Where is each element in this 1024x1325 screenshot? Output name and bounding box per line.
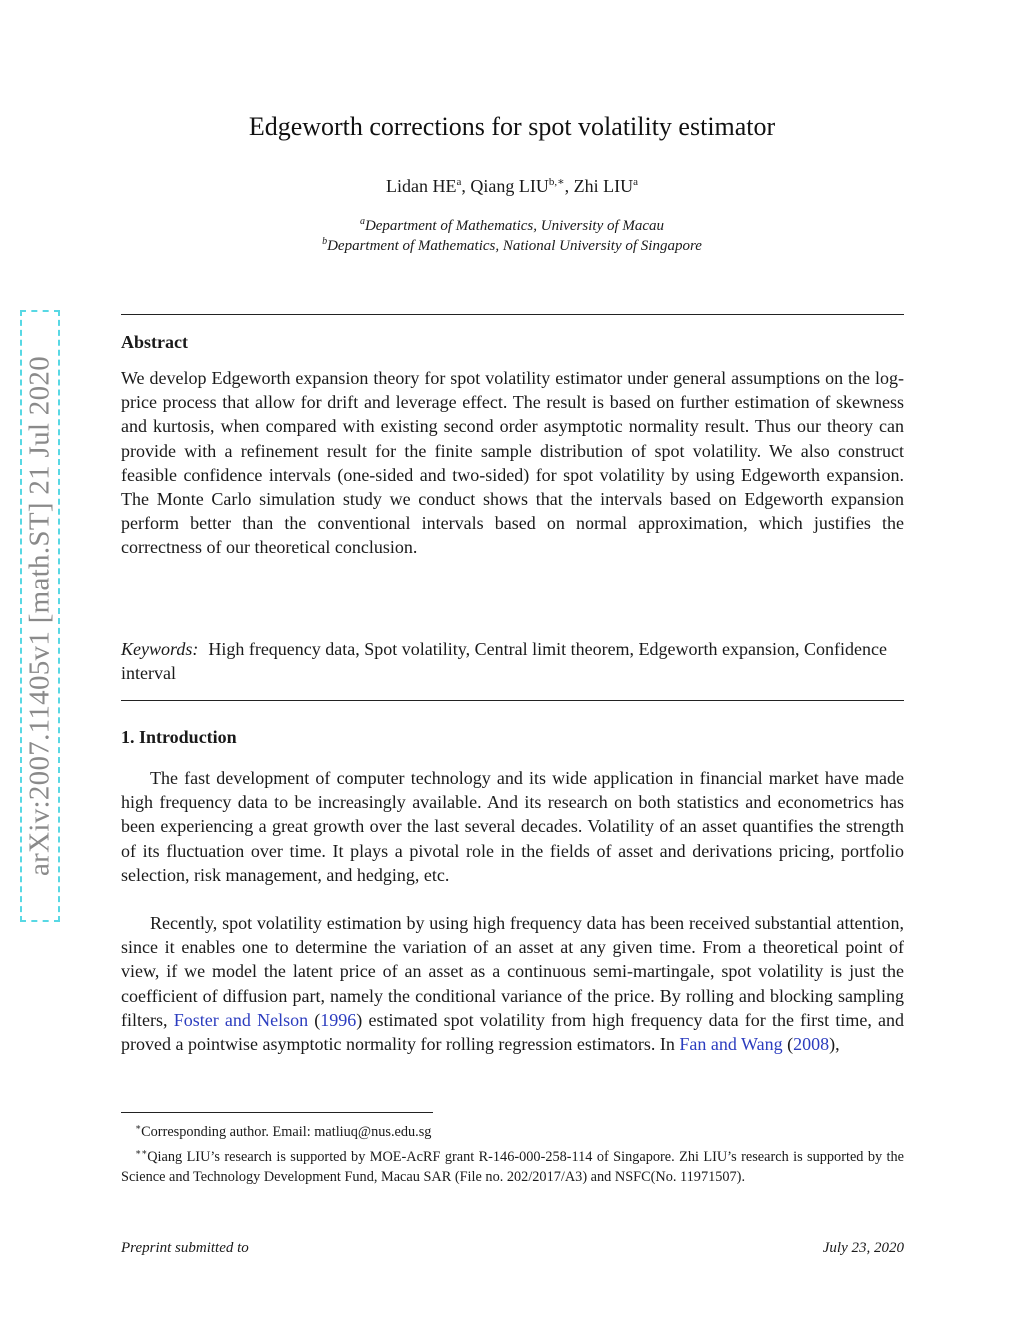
affiliation: $^b$Department of Mathematics, National University of Singapore bbox=[322, 236, 702, 254]
arxiv-stamp bbox=[20, 310, 60, 922]
footnote: ∗Corresponding author. Email: matliuq@nus.edu.sg bbox=[135, 1122, 432, 1140]
paper-title: Edgeworth corrections for spot volatility estimator bbox=[248, 112, 776, 141]
author: Zhi LIU$^a$ bbox=[573, 176, 638, 196]
top-rule bbox=[121, 314, 904, 315]
citation-year-link[interactable]: 1996 bbox=[320, 1009, 357, 1030]
bottom-rule bbox=[121, 700, 904, 701]
keywords-text: High frequency data, Spot volatility, Central limit theorem, Edgeworth expansion, Confidence interval bbox=[121, 639, 887, 684]
affiliation: $^a$Department of Mathematics, University of Macau bbox=[359, 216, 665, 234]
footnote-rule bbox=[121, 1112, 433, 1113]
author: Qiang $LIU^{b,∗}$, bbox=[470, 176, 574, 196]
keywords bbox=[121, 637, 904, 685]
author: Lidan $HE^a$, bbox=[386, 176, 471, 196]
footnotes bbox=[121, 1117, 904, 1187]
intro-paragraph-1: The fast development of computer technology and its wide application in financial market have made high frequency data to be increasingly available. And its research on both statistics and econometrics has been experiencing a great growth over the last several decades. Volatility of an asset quantifies the strength of its fluctuation over time. It plays a pivotal role in the fields of asset and derivations pricing, portfolio selection, risk management, and hedging, etc. bbox=[121, 768, 904, 885]
citation-link[interactable]: Fan and Wang bbox=[679, 1034, 783, 1055]
citation-year-link[interactable]: 2008 bbox=[793, 1034, 830, 1055]
preprint-date: July 23, 2020 bbox=[822, 1240, 904, 1256]
abstract-heading: Abstract bbox=[121, 332, 188, 352]
section-heading: 1. Introduction bbox=[121, 727, 237, 747]
keywords-label: Keywords: bbox=[121, 639, 199, 659]
author-list bbox=[0, 175, 1024, 197]
arxiv-id[interactable]: arXiv:2007.11405v1 [math.ST] 21 Jul 2020 bbox=[23, 356, 56, 876]
preprint-note: Preprint submitted to bbox=[121, 1240, 249, 1256]
intro-paragraph-2: Recently, spot volatility estimation by using high frequency data has been received substantial attention, since it enables one to determine the variation of an asset at any given time. From a theoretical point of view, if we model the latent price of an asset as a continuous semi-martingale, spot volatility is just the coefficient of diffusion part, namely the conditional variance of the price. By rolling and blocking sampling filters, Foster and Nelson (1996) estimated spot volatility from high frequency data for the first time, and proved a pointwise asymptotic normality for rolling regression estimators. In Fan and Wang (2008), bbox=[121, 913, 905, 1055]
citation-link[interactable]: Foster and Nelson bbox=[173, 1009, 309, 1030]
abstract-text: We develop Edgeworth expansion theory for spot volatility estimator under general assumptions on the log-price process that allow for drift and leverage effect. The result is based on further estimation of skewness and kurtosis, when compared with existing second order asymptotic normality result. Thus our theory can provide with a refinement result for the finite sample distribution of spot volatility. We also construct feasible confidence intervals (one-sided and two-sided) for spot volatility by using Edgeworth expansion. The Monte Carlo simulation study we conduct shows that the intervals based on Edgeworth expansion perform better than the conventional intervals based on normal approximation, which justifies the correctness of our theoretical conclusion. bbox=[121, 368, 904, 558]
footnote: ∗∗Qiang LIU’s research is supported by MOE-AcRF grant R-146-000-258-114 of Singapore. Zhi LIU’s research is supported by the Science and Technology Development Fund, Macau SAR (File no. 202/2017/A3) and NSFC(No. 11971507). bbox=[121, 1146, 904, 1185]
